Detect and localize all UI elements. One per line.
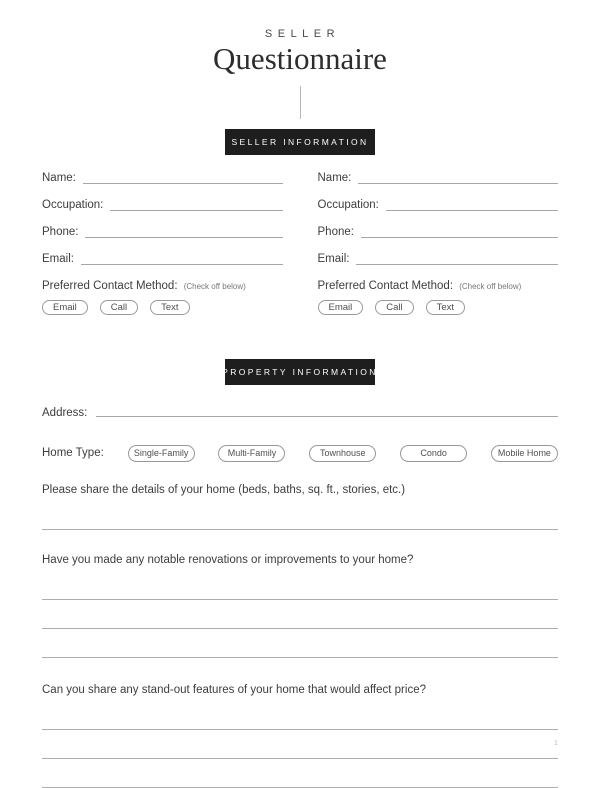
page-number: 1 <box>553 738 558 747</box>
seller-column-right <box>318 159 559 315</box>
address-write-line[interactable] <box>96 405 558 417</box>
home-type-option-multi-family[interactable]: Multi-Family <box>218 445 285 462</box>
field-occupation <box>318 197 559 213</box>
name-write-line[interactable] <box>83 172 283 184</box>
contact-option-call[interactable]: Call <box>375 300 413 315</box>
home-type-row <box>0 445 600 462</box>
occupation-write-line[interactable] <box>110 199 282 211</box>
email-write-line[interactable] <box>356 253 558 265</box>
contact-options <box>42 300 283 315</box>
field-name <box>42 170 283 186</box>
name-label: Name: <box>317 171 352 184</box>
occupation-label: Occupation: <box>42 198 104 211</box>
field-phone <box>42 224 283 240</box>
email-label: Email: <box>317 252 350 265</box>
preferred-contact-text: Preferred Contact Method: <box>317 279 454 292</box>
home-type-option-mobile-home[interactable]: Mobile Home <box>491 445 558 462</box>
seller-column-left <box>42 159 283 315</box>
phone-write-line[interactable] <box>85 226 282 238</box>
field-email <box>42 251 283 267</box>
answer-line[interactable] <box>42 697 558 730</box>
home-type-option-single-family[interactable]: Single-Family <box>128 445 195 462</box>
seller-information-banner: SELLER INFORMATION <box>225 129 375 155</box>
header-divider <box>300 86 301 119</box>
preferred-contact-text: Preferred Contact Method: <box>42 279 178 292</box>
answer-line[interactable] <box>42 497 558 530</box>
answer-line[interactable] <box>42 730 558 759</box>
home-type-label: Home Type: <box>42 447 104 460</box>
field-name <box>318 170 559 186</box>
question-home-details: Please share the details of your home (beds, baths, sq. ft., stories, etc.) <box>42 483 406 496</box>
field-email <box>318 251 559 267</box>
answer-line[interactable] <box>42 567 558 600</box>
occupation-label: Occupation: <box>317 198 379 211</box>
property-information-banner: PROPERTY INFORMATION <box>225 359 375 385</box>
address-label: Address: <box>42 406 88 419</box>
name-label: Name: <box>42 171 76 184</box>
answer-line[interactable] <box>42 600 558 629</box>
page-title: Questionnaire <box>213 41 387 76</box>
occupation-write-line[interactable] <box>386 199 558 211</box>
answer-line[interactable] <box>42 759 558 788</box>
name-write-line[interactable] <box>358 172 558 184</box>
email-label: Email: <box>42 252 74 265</box>
contact-option-email[interactable]: Email <box>42 300 88 315</box>
home-type-option-condo[interactable]: Condo <box>400 445 467 462</box>
field-address <box>0 405 600 419</box>
email-write-line[interactable] <box>81 253 283 265</box>
field-phone <box>318 224 559 240</box>
contact-option-call[interactable]: Call <box>100 300 138 315</box>
contact-options <box>318 300 559 315</box>
phone-label: Phone: <box>42 225 79 238</box>
contact-option-text[interactable]: Text <box>150 300 189 315</box>
field-occupation <box>42 197 283 213</box>
form-eyebrow: SELLER <box>264 28 341 40</box>
seller-info-columns <box>0 159 600 315</box>
phone-label: Phone: <box>317 225 354 238</box>
contact-option-text[interactable]: Text <box>426 300 465 315</box>
phone-write-line[interactable] <box>361 226 558 238</box>
preferred-contact-label <box>42 280 283 292</box>
answer-line[interactable] <box>42 629 558 658</box>
preferred-contact-label <box>318 280 559 292</box>
check-off-note: (Check off below) <box>183 281 246 291</box>
question-renovations: Have you made any notable renovations or improvements to your home? <box>42 553 414 566</box>
check-off-note: (Check off below) <box>459 281 522 291</box>
form-header <box>0 0 600 119</box>
question-standout-features: Can you share any stand-out features of your home that would affect price? <box>42 683 426 696</box>
contact-option-email[interactable]: Email <box>318 300 364 315</box>
home-type-option-townhouse[interactable]: Townhouse <box>309 445 376 462</box>
